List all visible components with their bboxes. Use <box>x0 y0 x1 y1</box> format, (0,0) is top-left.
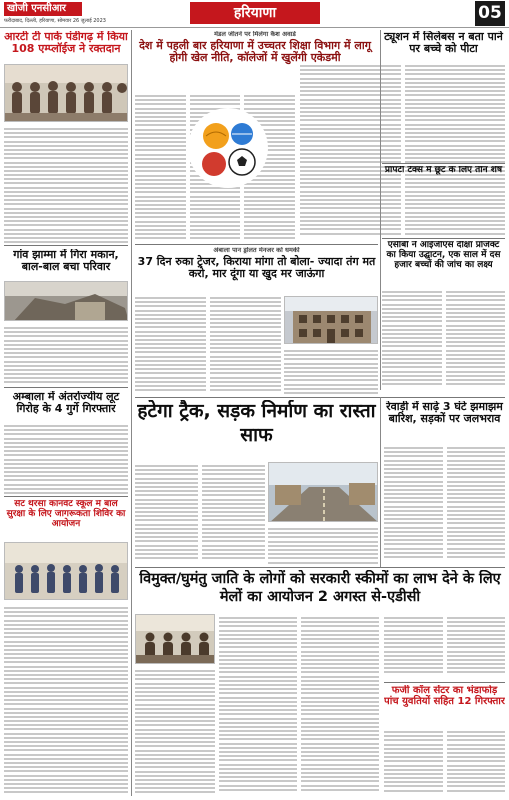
column-rule <box>131 30 132 796</box>
photo-school-event <box>4 542 128 600</box>
story-tuition <box>382 31 505 61</box>
brand-name: खोजी एनसीआर <box>4 2 82 16</box>
body-fake-call <box>384 728 505 796</box>
headline: रेवाड़ी में साढ़े 3 घंटे झमाझम बारिश, सड़कों पर जलभराव <box>386 401 503 426</box>
body-senior-school <box>4 604 128 796</box>
headline: विमुक्त/घुमंतु जाति के लोगों को सरकारी स्कीमों का लाभ देने के लिए मेलों का आयोजन 2 अगस्त से-एडीसी <box>139 571 501 606</box>
body-encroach-2 <box>268 525 378 565</box>
story-fake-call <box>384 685 505 725</box>
photo-blood-donation <box>4 64 128 122</box>
divider <box>135 567 505 568</box>
body-rewari <box>384 444 505 564</box>
divider <box>4 496 128 497</box>
body-pension-toll <box>135 294 281 394</box>
headline: प्रॉपर्टी टैक्स में छूट के लिए तीन शेष <box>384 166 503 175</box>
body-nomad-col1 <box>135 667 215 797</box>
divider <box>135 244 378 245</box>
headline: गांव झाम्मा में गिरा मकान, बाल-बाल बचा परिवार <box>13 249 119 274</box>
story-encroach <box>135 400 378 460</box>
divider <box>4 245 128 246</box>
section-title: हरियाणा <box>190 2 320 24</box>
story-senior-school <box>4 500 128 540</box>
body-rt-panchkula <box>4 125 128 245</box>
page-number: 05 <box>475 1 505 26</box>
story-sand-stall <box>4 249 128 279</box>
story-pension-toll <box>135 247 378 291</box>
body-nomad-right <box>384 614 505 678</box>
story-rewari <box>384 401 505 441</box>
dateline: फरीदाबाद, दिल्ली, हरियाणा, सोमवार 26 जुलाई 2023 <box>4 18 106 24</box>
body-pension-toll-2 <box>284 347 378 395</box>
headline: अम्बाला में अंतर्राज्यीय लूट गिरोह के 4 गुर्गे गिरफ्तार <box>12 391 120 416</box>
story-property-tax <box>382 166 505 186</box>
body-encroach <box>135 462 265 562</box>
body-ambala-gang <box>4 422 128 494</box>
divider <box>4 387 128 388</box>
column-rule <box>380 397 381 567</box>
illustration-sports-balls <box>186 106 270 190</box>
kicker: अंबाला पान ड्रोलत मेनजर को धमकी <box>213 247 300 254</box>
headline: फर्जी कॉल सेंटर का भंडाफोड़ पांच युवतियों सहित 12 गिरफ्तार <box>384 685 505 707</box>
headline: ट्यूशन में सिलेबस न बता पाने पर बच्चे को पीटा <box>384 31 503 56</box>
headline: सैंट थेरसा कानवेंट स्कूल में बाल सुरक्षा के लिए जागरूकता शिविर का आयोजन <box>6 500 126 529</box>
photo-collapsed-house <box>4 281 128 321</box>
story-nomad <box>135 570 505 612</box>
body-nomad <box>219 614 379 796</box>
headline: हटेगा ट्रैक, सड़क निर्माण का रास्ता साफ <box>137 400 376 446</box>
photo-hostel-building <box>284 296 378 344</box>
headline: आरटी टी पार्क पंडीगढ़ में किया 108 एम्प्लॉईज ने रक्तदान <box>4 31 128 56</box>
headline: देश में पहली बार हरियाणा में उच्चतर शिक्षा विभाग में लागू होगी खेल नीति, कॉलेजों में खुलेंगी एकेडमी <box>139 39 371 65</box>
brand-block <box>4 2 106 26</box>
divider <box>384 682 505 683</box>
divider <box>382 238 505 239</box>
headline: 37 दिन रुका ट्रेजर, किराया मांगा तो बोला- ज्यादा तंग मत करो, मार दूंगा या खुद मर जाऊंगा <box>137 255 376 281</box>
headline: एसीबी ने आईजीएस दीक्षा प्रोजेक्ट का किया उद्घाटन, एक साल में दस हजार बच्चों की जांच का लक्ष्य <box>386 241 501 270</box>
photo-officials-meeting <box>135 614 215 664</box>
masthead <box>0 0 509 28</box>
body-tuition <box>300 62 505 237</box>
story-sti-beti <box>382 241 505 285</box>
photo-road-site <box>268 462 378 522</box>
body-sti-beti <box>382 288 505 388</box>
divider <box>382 163 505 164</box>
story-ambala-gang <box>4 391 128 419</box>
column-rule <box>380 30 381 390</box>
story-rt-panchkula <box>4 31 128 61</box>
body-sand-stall <box>4 324 128 386</box>
kicker: मेडल जीतने पर मिलेगा कैश अवार्ड <box>214 31 296 38</box>
divider <box>135 397 505 398</box>
